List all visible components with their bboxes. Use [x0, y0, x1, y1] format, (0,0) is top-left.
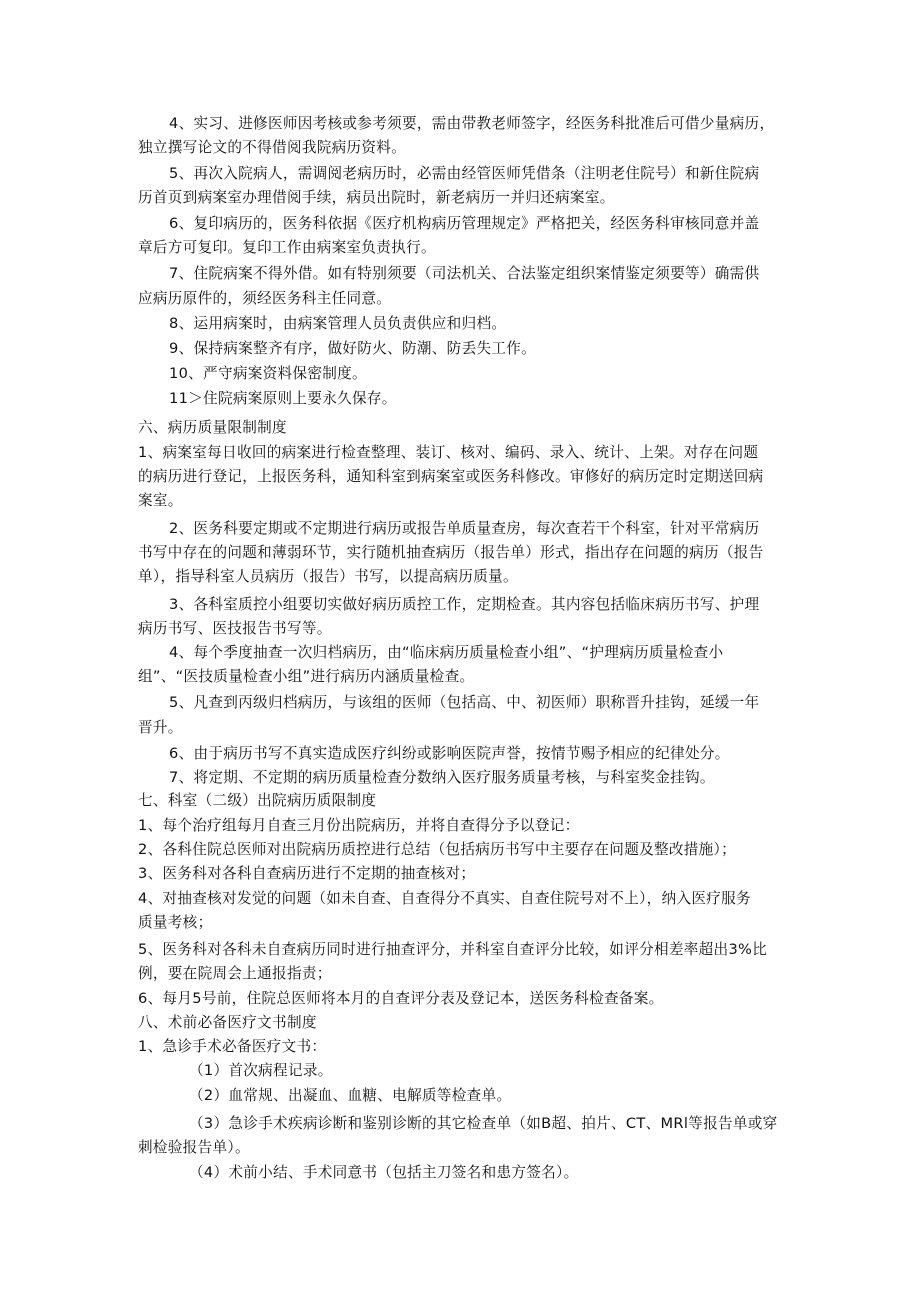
text-line: 单），指导科室人员病历（报告）书写，以提高病历质量。 — [138, 568, 518, 585]
list-item: （3）急诊手术疾病诊断和鉴别诊断的其它检查单（如B超、拍片、CT、MRl等报告单或穿 — [189, 1115, 778, 1132]
text-line: 独立撰写论文的不得借阅我院病历资料。 — [138, 139, 407, 156]
text-line: 10、严守病案资料保密制度。 — [169, 365, 367, 382]
text-line: 4、对抽查核对发觉的问题（如未自查、自查得分不真实、自查住院号对不上），纳入医疗服务 — [138, 890, 751, 907]
section-heading: 八、术前必备医疗文书制度 — [138, 1014, 317, 1031]
text-line: 3、医务科对各科自查病历进行不定期的抽查核对； — [138, 865, 476, 882]
text-line: 5、凡查到丙级归档病历，与该组的医师（包括高、中、初医师）职称晋升挂钩，延缓一年 — [169, 694, 760, 711]
text-line: 刺检验报告单）。 — [138, 1139, 250, 1156]
text-line: 1、病案室每日收回的病案进行检查整理、装订、核对、编码、录入、统计、上架。对存在问题 — [138, 444, 759, 461]
text-line: 5、再次入院病人，需调阅老病历时，必需由经管医师凭借条（注明老住院号）和新住院病 — [169, 165, 760, 182]
text-line: 11＞住院病案原则上要永久保存。 — [169, 390, 397, 407]
text-line: 6、由于病历书写不真实造成医疗纠纷或影响医院声誉，按情节赐予相应的纪律处分。 — [169, 745, 730, 762]
text-line: 章后方可复印。复印工作由病案室负责执行。 — [138, 239, 436, 256]
text-line: 质量考核； — [138, 914, 213, 931]
text-line: 3、各科室质控小组要切实做好病历质控工作，定期检查。其内容包括临床病历书写、护理 — [169, 596, 760, 613]
text-line: 1、急诊手术必备医疗文书： — [138, 1038, 327, 1055]
text-line: 书写中存在的问题和薄弱环节，实行随机抽查病历（报告单）形式，指出存在问题的病历（报告 — [138, 544, 764, 561]
list-item: （4）术前小结、手术同意书（包括主刀签名和患方签名）。 — [189, 1164, 579, 1181]
text-line: 4、实习、进修医师因考核或参考须要，需由带教老师签字，经医务科批准后可借少量病历， — [169, 115, 775, 132]
text-line: 应病历原件的，须经医务科主任同意。 — [138, 290, 392, 307]
text-line: 1、每个治疗组每月自查三月份出院病历，并将自查得分予以登记： — [138, 817, 580, 834]
text-line: 8、运用病案时，由病案管理人员负责供应和归档。 — [169, 315, 507, 332]
text-line: 4、每个季度抽查一次归档病历，由“临床病历质量检查小组”、“护理病历质量检查小 — [169, 644, 724, 661]
text-line: 病历书写、医技报告书写等。 — [138, 620, 332, 637]
section-heading: 六、病历质量限制制度 — [138, 419, 287, 436]
text-line: 9、保持病案整齐有序，做好防火、防潮、防丢失工作。 — [169, 340, 537, 357]
text-line: 7、住院病案不得外借。如有特别须要（司法机关、合法鉴定组织案情鉴定须要等）确需供 — [169, 265, 760, 282]
text-line: 案室。 — [138, 492, 183, 509]
text-line: 历首页到病案室办理借阅手续，病员出院时，新老病历一并归还病案室。 — [138, 189, 615, 206]
section-heading: 七、科室（二级）出院病历质限制度 — [138, 792, 377, 809]
text-line: 2、各科住院总医师对出院病历质控进行总结（包括病历书写中主要存在问题及整改措施）； — [138, 841, 737, 858]
text-line: 2、医务科要定期或不定期进行病历或报告单质量查房，每次查若干个科室，针对平常病历 — [169, 520, 760, 537]
text-line: 6、复印病历的，医务科依据《医疗机构病历管理规定》严格把关，经医务科审核同意并盖 — [169, 215, 760, 232]
text-line: 的病历进行登记，上报医务科，通知科室到病案室或医务科修改。审修好的病历定时定期送回病 — [138, 468, 764, 485]
text-line: 7、将定期、不定期的病历质量检查分数纳入医疗服务质量考核，与科室奖金挂钩。 — [169, 769, 715, 786]
list-item: （2）血常规、出凝血、血糖、电解质等检查单。 — [189, 1087, 512, 1104]
text-line: 组”、“医技质量检查小组”进行病历内涵质量检查。 — [138, 668, 475, 685]
text-line: 6、每月5号前，住院总医师将本月的自查评分表及登记本，送医务科检查备案。 — [138, 990, 664, 1007]
text-line: 例，要在院周会上通报指责； — [138, 965, 332, 982]
text-line: 5、医务科对各科未自查病历同时进行抽查评分，并科室自查评分比较，如评分相差率超出3%比 — [138, 941, 768, 958]
text-line: 晋升。 — [138, 719, 183, 736]
list-item: （1）首次病程记录。 — [189, 1062, 333, 1079]
